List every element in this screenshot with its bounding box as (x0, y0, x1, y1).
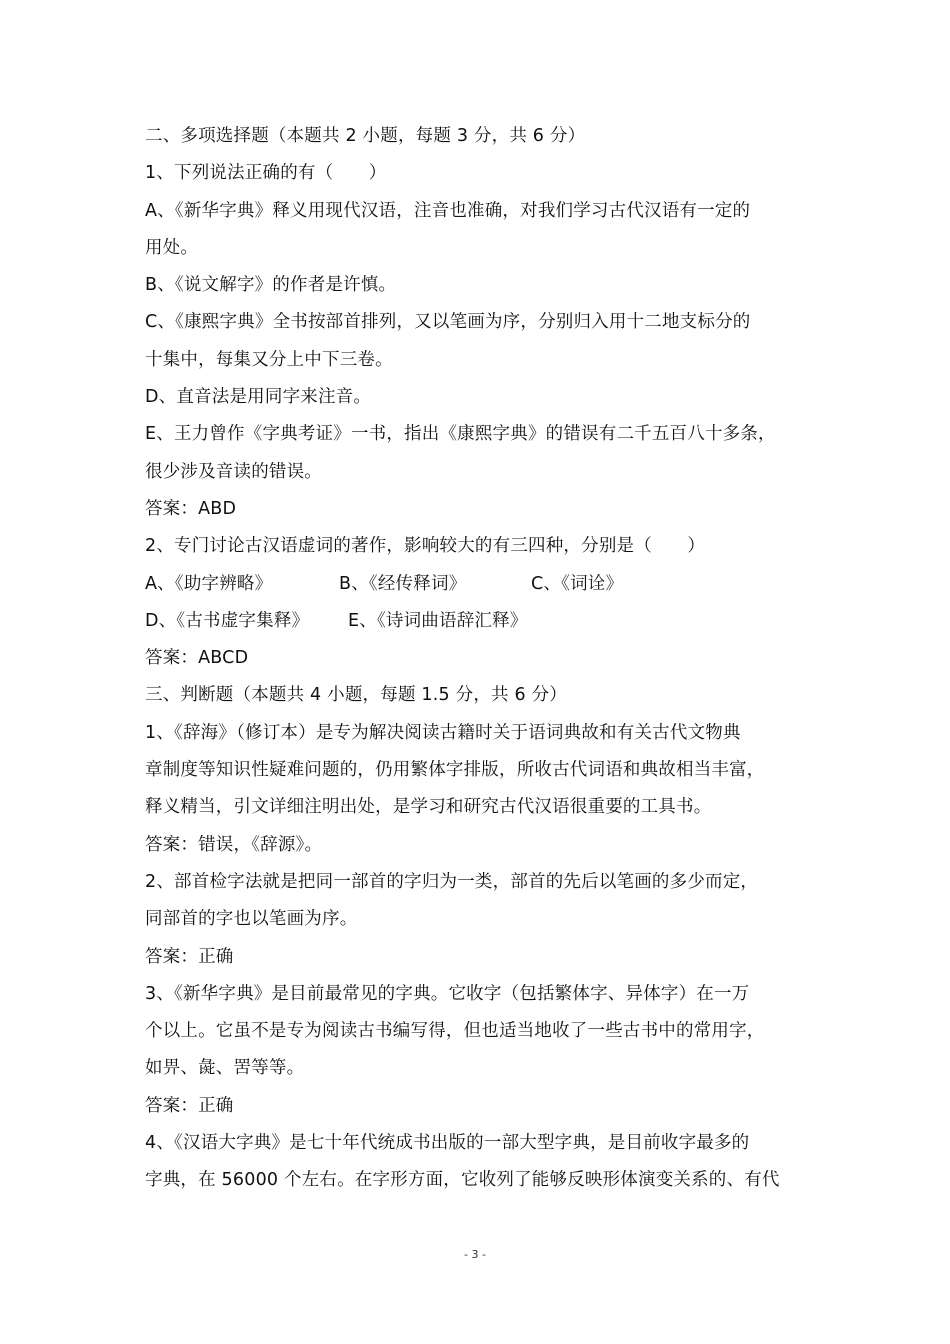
statement: 2、部首检字法就是把同一部首的字归为一类，部首的先后以笔画的多少而定， (145, 871, 759, 892)
option-b: B、《经传释词》 (339, 573, 467, 594)
option-b: B、《说文解字》的作者是许慎。 (145, 275, 397, 296)
statement-continued: 字典，在 56000 个左右。在字形方面，它收列了能够反映形体演变关系的、有代 (145, 1170, 780, 1191)
statement: 1、《辞海》（修订本）是专为解决阅读古籍时关于语词典故和有关古代文物典 (145, 722, 741, 743)
options-row (145, 603, 810, 640)
statement-continued: 个以上。它虽不是专为阅读古书编写得，但也适当地收了一些古书中的常用字， (145, 1021, 765, 1042)
option-c-continued: 十集中，每集又分上中下三卷。 (145, 349, 393, 370)
statement: 4、《汉语大字典》是七十年代统成书出版的一部大型字典，是目前收字最多的 (145, 1133, 750, 1154)
option-a: A、《新华字典》释义用现代汉语，注音也准确，对我们学习古代汉语有一定的 (145, 200, 751, 221)
statement-continued: 同部首的字也以笔画为序。 (145, 909, 358, 930)
option-e-continued: 很少涉及音读的错误。 (145, 461, 322, 482)
answer: 答案：正确 (145, 946, 234, 967)
option-c: C、《康熙字典》全书按部首排列，又以笔画为序，分别归入用十二地支标分的 (145, 312, 751, 333)
page-number: - 3 - (464, 1248, 486, 1261)
option-a: A、《助字辨略》 (145, 573, 273, 594)
options-row (145, 566, 810, 603)
section-heading-true-false: 三、判断题（本题共 4 小题，每题 1.5 分，共 6 分） (145, 685, 567, 706)
option-d: D、《古书虚字集释》 (145, 610, 310, 631)
answer: 答案：ABCD (145, 648, 249, 669)
question-stem: 2、专门讨论古汉语虚词的著作，影响较大的有三四种，分别是（ ） (145, 536, 706, 557)
statement-continued: 如畀、彘、罟等等。 (145, 1058, 305, 1079)
option-e: E、《诗词曲语辞汇释》 (348, 610, 528, 631)
answer: 答案：正确 (145, 1095, 234, 1116)
answer: 答案：ABD (145, 498, 237, 519)
statement-continued: 释义精当，引文详细注明出处，是学习和研究古代汉语很重要的工具书。 (145, 797, 712, 818)
statement-continued: 章制度等知识性疑难问题的，仍用繁体字排版，所收古代词语和典故相当丰富， (145, 760, 765, 781)
page-content (145, 118, 810, 1200)
statement: 3、《新华字典》是目前最常见的字典。它收字（包括繁体字、异体字）在一万 (145, 983, 750, 1004)
option-e: E、王力曾作《字典考证》一书，指出《康熙字典》的错误有二千五百八十多条， (145, 424, 776, 445)
question-stem: 1、下列说法正确的有（ ） (145, 163, 387, 184)
option-a-continued: 用处。 (145, 237, 199, 258)
option-d: D、直音法是用同字来注音。 (145, 387, 372, 408)
option-c: C、《词诠》 (531, 573, 624, 594)
section-heading-multiple-choice: 二、多项选择题（本题共 2 小题，每题 3 分，共 6 分） (145, 126, 586, 146)
answer: 答案：错误，《辞源》。 (145, 834, 323, 855)
